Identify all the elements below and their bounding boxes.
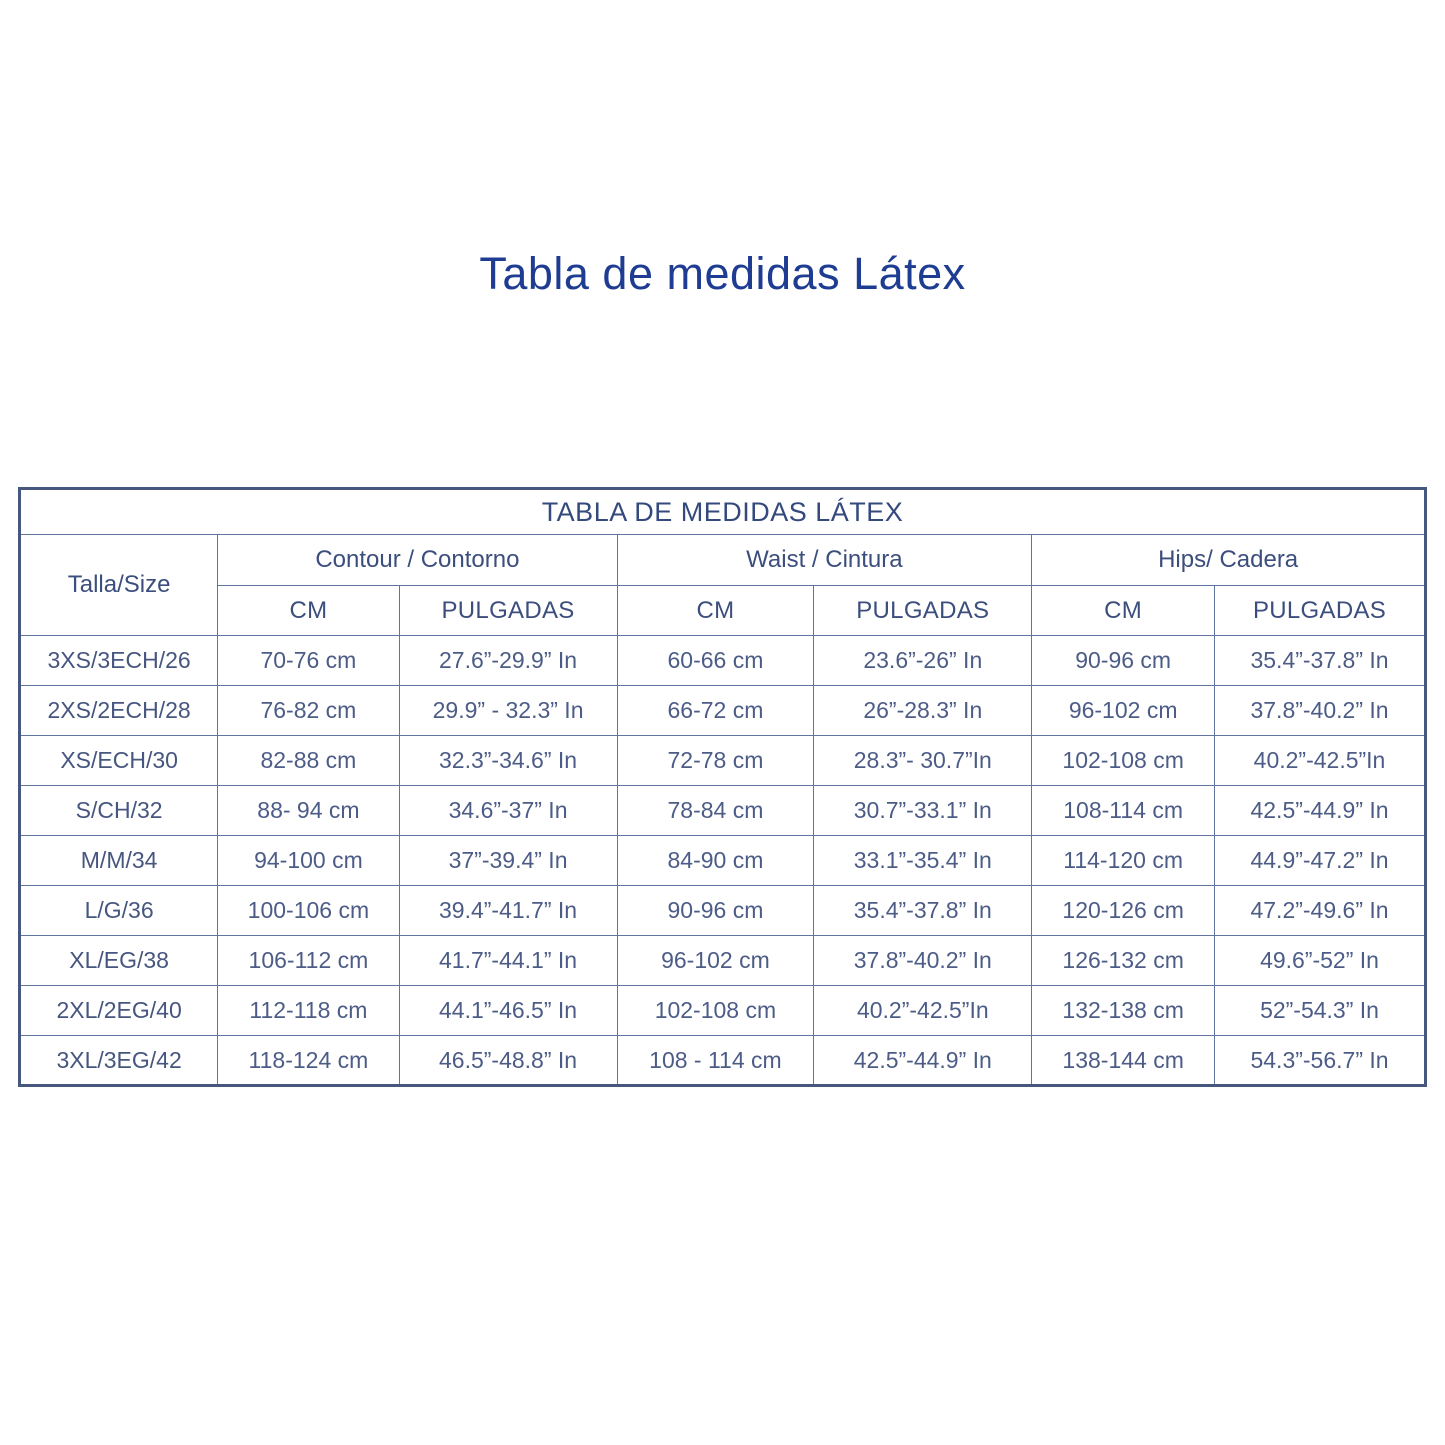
subheader-row bbox=[20, 586, 1426, 636]
measurement-cell: 66-72 cm bbox=[617, 686, 814, 736]
measurement-cell: 26”-28.3” In bbox=[814, 686, 1032, 736]
measurement-cell: 108-114 cm bbox=[1032, 786, 1215, 836]
group-header-contour: Contour / Contorno bbox=[218, 535, 617, 586]
subheader-contour-cm: CM bbox=[218, 586, 399, 636]
measurement-cell: 138-144 cm bbox=[1032, 1036, 1215, 1086]
size-table-container bbox=[18, 487, 1427, 1087]
measurement-cell: 78-84 cm bbox=[617, 786, 814, 836]
size-cell: XL/EG/38 bbox=[20, 936, 218, 986]
measurement-cell: 42.5”-44.9” In bbox=[814, 1036, 1032, 1086]
measurement-cell: 47.2”-49.6” In bbox=[1215, 886, 1426, 936]
measurement-cell: 60-66 cm bbox=[617, 636, 814, 686]
size-cell: 2XS/2ECH/28 bbox=[20, 686, 218, 736]
measurement-cell: 118-124 cm bbox=[218, 1036, 399, 1086]
size-column-header: Talla/Size bbox=[20, 535, 218, 636]
size-cell: 2XL/2EG/40 bbox=[20, 986, 218, 1036]
measurement-cell: 52”-54.3” In bbox=[1215, 986, 1426, 1036]
measurement-cell: 96-102 cm bbox=[1032, 686, 1215, 736]
measurement-cell: 42.5”-44.9” In bbox=[1215, 786, 1426, 836]
measurement-cell: 40.2”-42.5”In bbox=[814, 986, 1032, 1036]
measurement-cell: 120-126 cm bbox=[1032, 886, 1215, 936]
table-row bbox=[20, 836, 1426, 886]
table-row bbox=[20, 736, 1426, 786]
table-row bbox=[20, 636, 1426, 686]
measurement-cell: 33.1”-35.4” In bbox=[814, 836, 1032, 886]
group-header-row bbox=[20, 535, 1426, 586]
measurement-cell: 27.6”-29.9” In bbox=[399, 636, 617, 686]
measurement-cell: 46.5”-48.8” In bbox=[399, 1036, 617, 1086]
size-table bbox=[18, 487, 1427, 1087]
table-row bbox=[20, 986, 1426, 1036]
measurement-cell: 40.2”-42.5”In bbox=[1215, 736, 1426, 786]
size-cell: L/G/36 bbox=[20, 886, 218, 936]
measurement-cell: 102-108 cm bbox=[1032, 736, 1215, 786]
subheader-hips-cm: CM bbox=[1032, 586, 1215, 636]
subheader-waist-inches: PULGADAS bbox=[814, 586, 1032, 636]
group-header-hips: Hips/ Cadera bbox=[1032, 535, 1426, 586]
size-cell: 3XS/3ECH/26 bbox=[20, 636, 218, 686]
measurement-cell: 96-102 cm bbox=[617, 936, 814, 986]
measurement-cell: 32.3”-34.6” In bbox=[399, 736, 617, 786]
size-cell: M/M/34 bbox=[20, 836, 218, 886]
measurement-cell: 94-100 cm bbox=[218, 836, 399, 886]
measurement-cell: 44.9”-47.2” In bbox=[1215, 836, 1426, 886]
measurement-cell: 28.3”- 30.7”In bbox=[814, 736, 1032, 786]
measurement-cell: 37”-39.4” In bbox=[399, 836, 617, 886]
size-cell: 3XL/3EG/42 bbox=[20, 1036, 218, 1086]
measurement-cell: 112-118 cm bbox=[218, 986, 399, 1036]
table-row bbox=[20, 886, 1426, 936]
measurement-cell: 90-96 cm bbox=[617, 886, 814, 936]
measurement-cell: 39.4”-41.7” In bbox=[399, 886, 617, 936]
subheader-hips-inches: PULGADAS bbox=[1215, 586, 1426, 636]
measurement-cell: 84-90 cm bbox=[617, 836, 814, 886]
measurement-cell: 108 - 114 cm bbox=[617, 1036, 814, 1086]
measurement-cell: 35.4”-37.8” In bbox=[1215, 636, 1426, 686]
page-title: Tabla de medidas Látex bbox=[479, 248, 966, 299]
measurement-cell: 102-108 cm bbox=[617, 986, 814, 1036]
table-row bbox=[20, 1036, 1426, 1086]
measurement-cell: 44.1”-46.5” In bbox=[399, 986, 617, 1036]
measurement-cell: 37.8”-40.2” In bbox=[814, 936, 1032, 986]
table-body bbox=[20, 636, 1426, 1086]
measurement-cell: 88- 94 cm bbox=[218, 786, 399, 836]
measurement-cell: 30.7”-33.1” In bbox=[814, 786, 1032, 836]
table-title-row bbox=[20, 489, 1426, 535]
measurement-cell: 72-78 cm bbox=[617, 736, 814, 786]
measurement-cell: 34.6”-37” In bbox=[399, 786, 617, 836]
measurement-cell: 114-120 cm bbox=[1032, 836, 1215, 886]
measurement-cell: 29.9” - 32.3” In bbox=[399, 686, 617, 736]
measurement-cell: 54.3”-56.7” In bbox=[1215, 1036, 1426, 1086]
measurement-cell: 132-138 cm bbox=[1032, 986, 1215, 1036]
table-row bbox=[20, 686, 1426, 736]
measurement-cell: 41.7”-44.1” In bbox=[399, 936, 617, 986]
measurement-cell: 37.8”-40.2” In bbox=[1215, 686, 1426, 736]
measurement-cell: 126-132 cm bbox=[1032, 936, 1215, 986]
measurement-cell: 90-96 cm bbox=[1032, 636, 1215, 686]
measurement-cell: 100-106 cm bbox=[218, 886, 399, 936]
table-title: TABLA DE MEDIDAS LÁTEX bbox=[20, 489, 1426, 535]
measurement-cell: 106-112 cm bbox=[218, 936, 399, 986]
subheader-waist-cm: CM bbox=[617, 586, 814, 636]
size-cell: XS/ECH/30 bbox=[20, 736, 218, 786]
subheader-contour-inches: PULGADAS bbox=[399, 586, 617, 636]
size-cell: S/CH/32 bbox=[20, 786, 218, 836]
measurement-cell: 76-82 cm bbox=[218, 686, 399, 736]
measurement-cell: 49.6”-52” In bbox=[1215, 936, 1426, 986]
table-row bbox=[20, 786, 1426, 836]
measurement-cell: 70-76 cm bbox=[218, 636, 399, 686]
measurement-cell: 35.4”-37.8” In bbox=[814, 886, 1032, 936]
measurement-cell: 23.6”-26” In bbox=[814, 636, 1032, 686]
measurement-cell: 82-88 cm bbox=[218, 736, 399, 786]
table-row bbox=[20, 936, 1426, 986]
group-header-waist: Waist / Cintura bbox=[617, 535, 1032, 586]
